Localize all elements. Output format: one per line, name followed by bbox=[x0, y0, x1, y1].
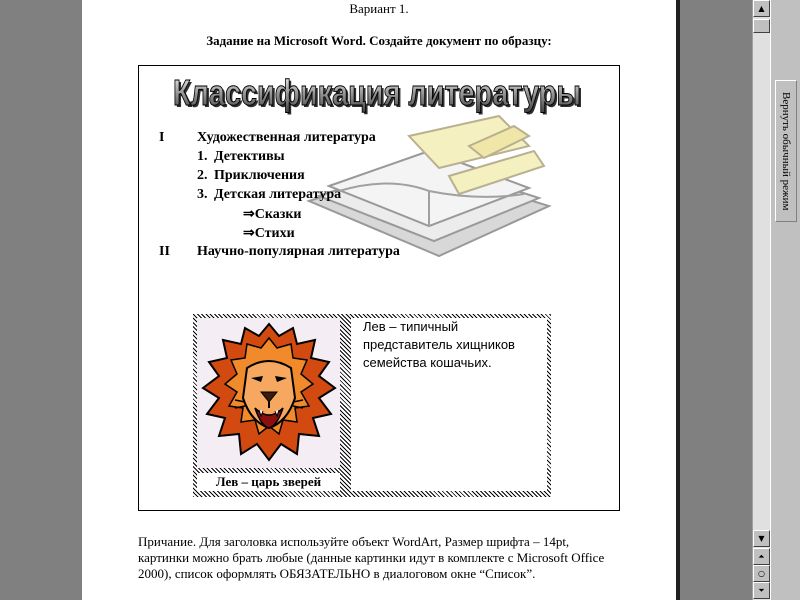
list-marker: 1. bbox=[197, 149, 208, 164]
list-marker: I bbox=[159, 130, 165, 145]
list-text: Научно-популярная литература bbox=[197, 244, 400, 259]
list-item bbox=[197, 149, 285, 165]
assignment-note: Причание. Для заголовка используйте объект WordArt, Размер шрифта – 14pt, картинки можно брать любые (данные картинки идут в комплекте с Microsoft Office 2000), список оформлять ОБЯЗАТЕЛЬНО в диалоговом окне “Список”. bbox=[138, 534, 605, 581]
svg-text:Классификация литературы: Классификация литературы bbox=[175, 74, 583, 115]
list-text: Художественная литература bbox=[197, 130, 376, 145]
lion-image-cell bbox=[197, 318, 340, 468]
list-marker: II bbox=[159, 244, 170, 259]
vertical-scrollbar[interactable] bbox=[752, 0, 770, 600]
document-page bbox=[82, 0, 676, 600]
arrow-icon: ⇒ bbox=[243, 207, 255, 222]
double-arrow-up-icon[interactable]: ⏶ bbox=[753, 548, 770, 565]
circle-icon[interactable]: ○ bbox=[753, 565, 770, 582]
arrow-icon: ⇒ bbox=[243, 226, 255, 241]
arrow-down-icon[interactable]: ▼ bbox=[753, 530, 770, 547]
list-item bbox=[243, 206, 301, 223]
list-item bbox=[197, 187, 342, 203]
list-text: Стихи bbox=[254, 226, 295, 241]
list-item bbox=[159, 244, 400, 260]
lion-icon bbox=[197, 318, 340, 468]
double-arrow-down-icon[interactable]: ⏷ bbox=[753, 582, 770, 599]
svg-text:Классификация литературы: Классификация литературы bbox=[173, 72, 581, 113]
return-normal-mode-label: Вернуть обычный режим bbox=[780, 91, 792, 211]
task-heading: Задание на Microsoft Word. Создайте документ по образцу: bbox=[206, 33, 552, 48]
list-item bbox=[243, 225, 295, 242]
list-marker: 2. bbox=[197, 168, 208, 183]
scroll-thumb[interactable] bbox=[753, 19, 770, 33]
page-shadow bbox=[676, 0, 680, 600]
list-text: Приключения bbox=[214, 168, 305, 183]
lion-table bbox=[193, 314, 551, 497]
arrow-up-icon[interactable]: ▲ bbox=[753, 0, 770, 17]
list-item bbox=[159, 130, 376, 146]
sample-frame bbox=[138, 65, 620, 511]
wordart-title bbox=[167, 72, 587, 116]
lion-description: Лев – типичный представитель хищников семейства кошачьих. bbox=[351, 318, 547, 491]
variant-heading: Вариант 1. bbox=[349, 1, 409, 16]
list-item bbox=[197, 168, 305, 184]
list-marker: 3. bbox=[197, 187, 208, 202]
lion-caption: Лев – царь зверей bbox=[197, 473, 340, 491]
list-text: Детективы bbox=[214, 149, 285, 164]
list-text: Детская литература bbox=[214, 187, 342, 202]
list-text: Сказки bbox=[254, 207, 302, 222]
return-normal-mode-button[interactable] bbox=[775, 80, 797, 222]
